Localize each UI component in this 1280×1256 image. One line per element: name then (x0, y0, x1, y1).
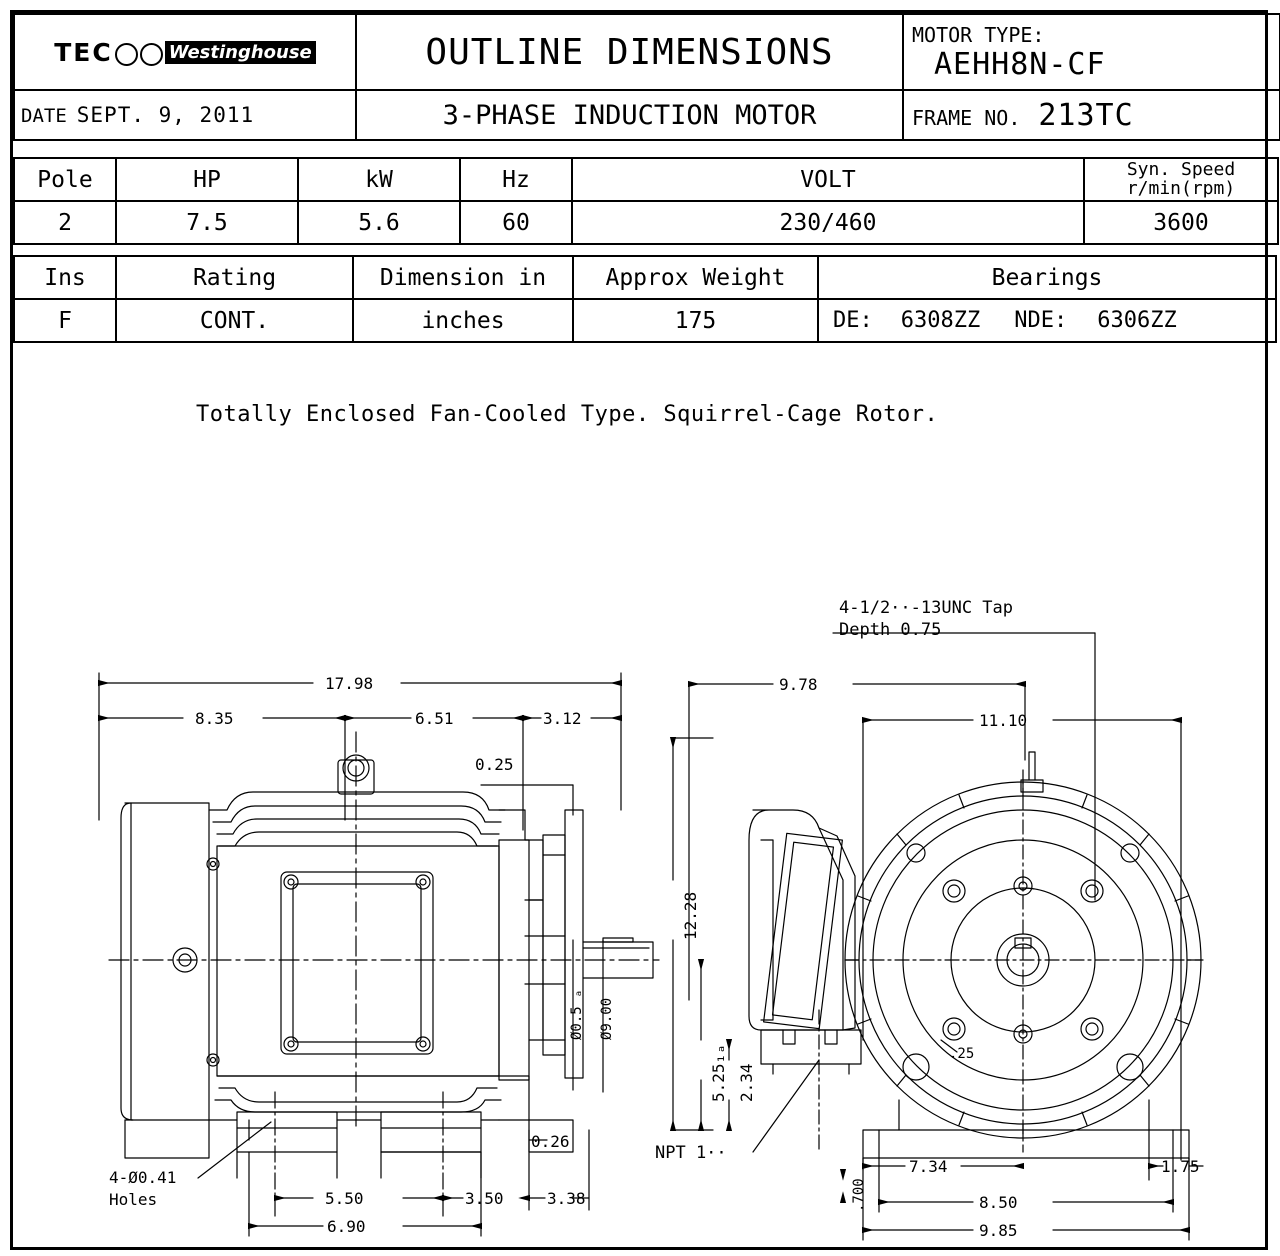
td-dimension-in: inches (353, 299, 573, 342)
dim-0-25: 0.25 (475, 755, 514, 774)
npt-note: NPT 1·· (655, 1143, 727, 1163)
logo-circle-icon-1 (115, 43, 138, 66)
dim-overall-length: 17.98 (325, 674, 374, 693)
dim-0-25-right: .25 (949, 1046, 975, 1062)
td-ins: F (14, 299, 116, 342)
th-kw: kW (298, 158, 460, 201)
td-hp: 7.5 (116, 201, 298, 244)
logo-westinghouse-text: Westinghouse (165, 41, 316, 64)
dim-3-38: 3.38 (547, 1189, 586, 1208)
td-bearings (818, 299, 1276, 342)
dim-0-26: 0.26 (531, 1132, 570, 1151)
date-value: SEPT. 9, 2011 (76, 103, 255, 127)
drawing-area (13, 340, 1265, 1248)
tap-note-line1: 4-1/2··-13UNC Tap (839, 598, 1013, 618)
date-label: DATE (21, 105, 67, 127)
dim-12-28: 12.28 (681, 891, 700, 940)
bearing-nde-value: 6306ZZ (1097, 308, 1177, 333)
dim-9-78: 9.78 (779, 675, 818, 694)
construction-note: Totally Enclosed Fan-Cooled Type. Squirrel-Cage Rotor. (196, 402, 939, 427)
dim-flange-dia: Ø9.00 (599, 997, 615, 1040)
th-rating: Rating (116, 256, 353, 299)
table-row (14, 299, 1276, 342)
th-hp: HP (116, 158, 298, 201)
dim-6-51: 6.51 (415, 709, 454, 728)
brand-logo (14, 14, 356, 90)
bearing-de-label: DE: (833, 308, 873, 333)
bearing-nde-label: NDE: (1014, 308, 1068, 333)
motor-type-block (903, 14, 1280, 90)
table-row (14, 201, 1278, 244)
logo-teco-text: TEC (54, 37, 113, 67)
dim-11-10: 11.10 (979, 711, 1028, 730)
frame-no-block (903, 90, 1280, 140)
sheet-subtitle: 3-PHASE INDUCTION MOTOR (356, 90, 903, 140)
motor-outline-drawing (13, 340, 1265, 1248)
frame-no-value: 213TC (1038, 97, 1134, 133)
date-block (14, 90, 356, 140)
holes-note-line1: 4-Ø0.41 (109, 1168, 177, 1187)
dim-shaft-dia: Ø0.5 ₐ (569, 989, 585, 1040)
spec-table-secondary (13, 255, 1277, 343)
dim-8-50: 8.50 (979, 1193, 1018, 1212)
th-approx-weight: Approx Weight (573, 256, 818, 299)
th-syn-speed-line2: r/min(rpm) (1126, 177, 1236, 199)
dim-2-34: 2.34 (737, 1063, 756, 1102)
table-row (14, 158, 1278, 201)
td-rating: CONT. (116, 299, 353, 342)
th-bearings: Bearings (818, 256, 1276, 299)
bearing-de-value: 6308ZZ (900, 308, 981, 333)
td-hz: 60 (460, 201, 572, 244)
logo-circle-icon-2 (140, 43, 163, 66)
dim-5-25: 5.25₁ₐ (709, 1044, 728, 1102)
td-syn-speed: 3600 (1084, 201, 1278, 244)
dim-0-700: .700 (851, 1178, 867, 1212)
th-ins: Ins (14, 256, 116, 299)
dim-6-90: 6.90 (327, 1217, 366, 1236)
th-syn-speed (1084, 158, 1278, 201)
dim-3-12: 3.12 (543, 709, 582, 728)
th-dimension-in: Dimension in (353, 256, 573, 299)
table-row (14, 256, 1276, 299)
th-volt: VOLT (572, 158, 1084, 201)
td-approx-weight: 175 (573, 299, 818, 342)
title-block (13, 13, 1280, 141)
sheet-title: OUTLINE DIMENSIONS (356, 14, 903, 90)
dim-9-85: 9.85 (979, 1221, 1018, 1240)
spec-table-primary (13, 157, 1279, 245)
tap-note-line2: Depth 0.75 (839, 620, 942, 640)
holes-note-line2: Holes (109, 1190, 158, 1209)
th-syn-speed-line1: Syn. Speed (1126, 158, 1236, 180)
td-kw: 5.6 (298, 201, 460, 244)
motor-type-value: AEHH8N-CF (934, 46, 1106, 82)
td-volt: 230/460 (572, 201, 1084, 244)
th-pole: Pole (14, 158, 116, 201)
dim-5-50: 5.50 (325, 1189, 364, 1208)
td-pole: 2 (14, 201, 116, 244)
motor-type-label: MOTOR TYPE: (912, 22, 1045, 47)
dim-3-50: 3.50 (465, 1189, 504, 1208)
th-hz: Hz (460, 158, 572, 201)
dim-1-75: 1.75 (1161, 1157, 1200, 1176)
frame-no-label: FRAME NO. (912, 105, 1021, 130)
dim-8-35: 8.35 (195, 709, 234, 728)
dim-7-34: 7.34 (909, 1157, 948, 1176)
